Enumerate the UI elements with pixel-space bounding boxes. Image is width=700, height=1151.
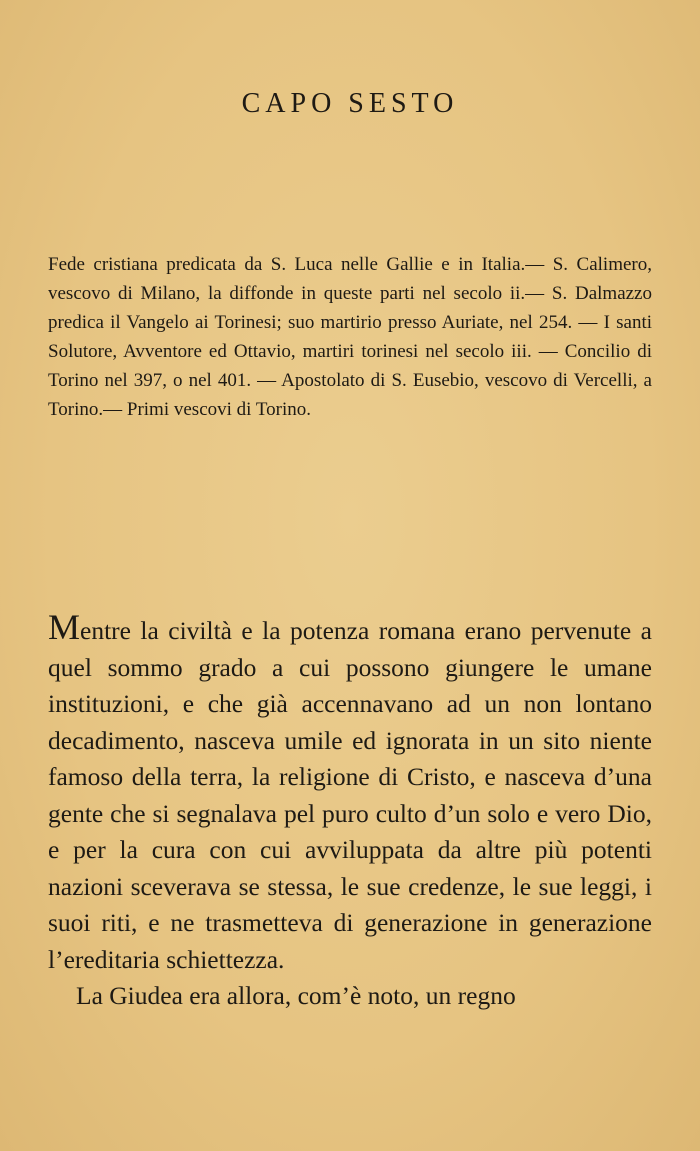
body-paragraph-1 (48, 607, 652, 978)
chapter-body (48, 607, 652, 1015)
body-paragraph-2: La Giudea era allora, com’è noto, un regno (76, 981, 516, 1010)
chapter-summary: Fede cristiana predicata da S. Luca nelle Gallie e in Italia.— S. Calimero, vescovo di Milano, la diffonde in queste parti nel secolo ii.— S. Dalmazzo predica il Vangelo ai Torinesi; suo martirio presso Auriate, nel 254. — I santi Solutore, Avventore ed Ottavio, martiri torinesi nel secolo iii. — Concilio di Torino nel 397, o nel 401. — Apostolato di S. Eusebio, vescovo di Vercelli, a Torino.— Primi vescovi di Torino. (48, 254, 652, 420)
body-paragraph-1-text: entre la civiltà e la potenza romana erano pervenute a quel sommo grado a cui possono giungere le umane instituzioni, e che già accennavano ad un non lontano decadimento, nasceva umile ed ignorata in un sito niente famoso della terra, la religione di Cristo, e nasceva d’una gente che si segnalava pel puro culto d’un solo e vero Dio, e per la cura con cui avviluppata da altre più potenti nazioni sceverava se stessa, le sue credenze, le sue leggi, i suoi riti, e ne trasmetteva di generazione in generazione l’ereditaria schiettezza. (48, 616, 652, 974)
chapter-title: CAPO SESTO (241, 88, 459, 119)
initial-letter: M (48, 607, 81, 647)
